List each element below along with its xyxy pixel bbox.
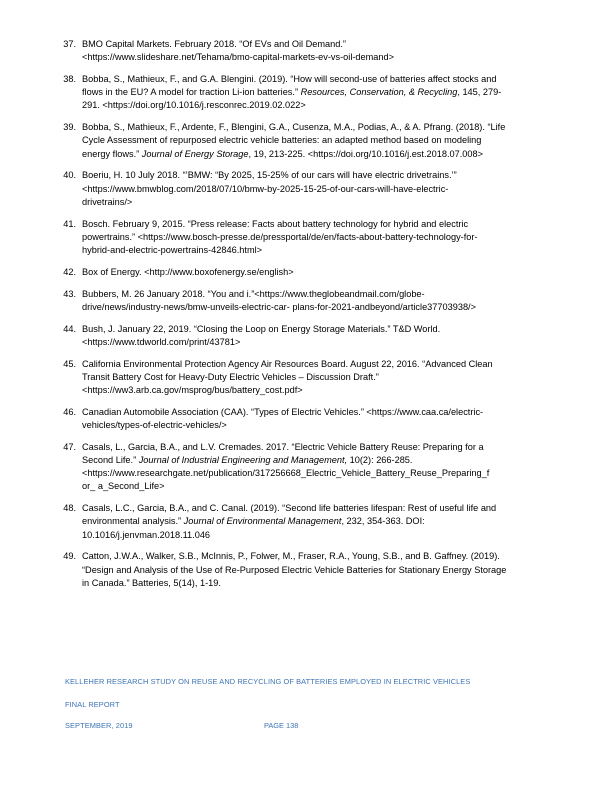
reference-source-title: Journal of Environmental Management: [183, 516, 342, 527]
reference-item: [52, 288, 552, 314]
reference-number: 44.: [63, 323, 76, 334]
reference-number: 38.: [63, 74, 76, 84]
page-number: PAGE 138: [264, 721, 299, 730]
reference-item: [52, 121, 552, 161]
reference-text: [82, 358, 552, 398]
reference-number: 39.: [63, 122, 76, 133]
reference-text-segment: Box of Energy. <http://www.boxofenergy.se/english>: [82, 266, 294, 277]
reference-item: [52, 406, 552, 432]
reference-text-segment: Canadian Automobile Association (CAA). “Types of Electric Vehicles.” <https://www.caa.ca/electric- vehicles/types-of-electric-vehicles/>: [82, 406, 484, 431]
reference-text-segment: Casals, L.C., Garcia, B.A., and C. Canal. (2019). “Second life batteries lifespan: Rest of useful life and environmental analysis.”: [82, 503, 497, 527]
reference-source-title: Journal of Industrial Engineering and Management,: [138, 455, 348, 466]
reference-item: [52, 323, 552, 349]
reference-text-segment: Casals, L., Garcia, B.A., and L.V. Cremades. 2017. “Electric Vehicle Battery Reuse: Preparing for a Second Life.”: [82, 441, 484, 466]
reference-number: 37.: [63, 39, 76, 49]
reference-text: [82, 550, 552, 590]
reference-number: 47.: [63, 441, 76, 452]
reference-text-segment: , 232, 354-363. DOI: 10.1016/j.jenvman.2018.11.046: [82, 516, 425, 540]
reference-text-segment: , 145, 279- 291. <https://doi.org/10.1016/j.resconrec.2019.02.022>: [82, 87, 502, 111]
reference-text: [82, 121, 552, 161]
reference-item: [52, 550, 552, 590]
reference-list: [52, 38, 552, 599]
reference-text-segment: Bush, J. January 22, 2019. “Closing the Loop on Energy Storage Materials.” T&D World. <https://www.tdworld.com/print/43781>: [82, 323, 441, 347]
reference-text-segment: BMO Capital Markets. February 2018. “Of EVs and Oil Demand.” <https://www.slideshare.net/Tehama/bmo-capital-markets-ev-vs-oil-demand>: [82, 39, 394, 63]
footer-date: SEPTEMBER, 2019: [65, 721, 133, 730]
reference-text-segment: Bobba, S., Mathieux, F., Ardente, F., Blengini, G.A., Cusenza, M.A., Podias, A., & A. Pfrang. (2018). “Life Cycle Assessment of repurposed electric vehicle batteries: an adapted method based on modeling energy flows.”: [82, 122, 506, 159]
reference-text-segment: , 19, 213-225. <https://doi.org/10.1016/j.est.2018.07.008>: [248, 148, 483, 159]
reference-item: [52, 73, 552, 113]
reference-text-segment: Bosch. February 9, 2015. “Press release: Facts about battery technology for hybrid and electric powertrains.” <https://www.bosch-presse.de/pressportal/de/en/facts-about-battery-technology-for- hybrid-and-electric-powertrains-42846.html>: [82, 218, 478, 256]
reference-number: 40.: [63, 170, 76, 181]
reference-text-segment: Bobba, S., Mathieux, F., and G.A. Blengini. (2019). “How will second-use of batteries affect stocks and flows in the EU? A model for traction Li-ion batteries.”: [82, 74, 497, 98]
reference-text-segment: Boeriu, H. 10 July 2018. “’BMW: “By 2025, 15-25% of our cars will have electric drivetrains.’” <https://www.bmwblog.com/2018/07/10/bmw-by-2025-15-25-of-our-cars-will-have-electric- drivetrains/>: [82, 170, 457, 207]
reference-number: 48.: [63, 503, 76, 514]
reference-item: [52, 38, 552, 64]
reference-number: 49.: [63, 551, 76, 562]
reference-text-segment: Catton, J.W.A., Walker, S.B., McInnis, P., Folwer, M., Fraser, R.A., Young, S.B., and B. Gaffney. (2019). “Design and Analysis of the Use of Re-Purposed Electric Vehicle Batteries for Stationary Energy Storage in Canada.” Batteries, 5(14), 1-19.: [82, 551, 507, 588]
reference-item: [52, 169, 552, 209]
reference-text: [82, 406, 552, 432]
reference-text: [82, 502, 552, 542]
reference-item: [52, 218, 552, 258]
reference-number: 45.: [63, 358, 76, 369]
reference-text: [82, 38, 552, 64]
reference-number: 42.: [63, 266, 76, 277]
reference-source-title: Journal of Energy Storage: [141, 148, 249, 159]
reference-text: [82, 441, 552, 494]
reference-text-segment: California Environmental Protection Agency Air Resources Board. August 22, 2016. “Advanced Clean Transit Battery Cost for Heavy-Duty Electric Vehicles – Discussion Draft.” <https://ww3.arb.ca.gov/msprog/bus/battery_cost.pdf>: [82, 358, 493, 396]
footer-report-type: FINAL REPORT: [65, 700, 120, 709]
reference-number: 41.: [63, 218, 76, 229]
reference-text: [82, 266, 552, 279]
footer-study-title: KELLEHER RESEARCH STUDY ON REUSE AND RECYCLING OF BATTERIES EMPLOYED IN ELECTRIC VEHICLES: [65, 677, 471, 686]
reference-text: [82, 73, 552, 113]
reference-item: [52, 358, 552, 398]
reference-number: 43.: [63, 288, 76, 299]
reference-text: [82, 288, 552, 314]
reference-text: [82, 169, 552, 209]
reference-text: [82, 323, 552, 349]
reference-item: [52, 441, 552, 494]
reference-text-segment: Bubbers, M. 26 January 2018. “You and i.”<https://www.theglobeandmail.com/globe- drive/news/industry-news/bmw-unveils-electric-car- plans-for-2021-andbeyond/article37703938/>: [82, 288, 476, 312]
reference-text-segment: 10(2): 266-285. <https://www.researchgate.net/publication/317256668_Electric_Vehicle_Battery_Reuse_Preparing_f or_ a_Second_Life>: [82, 455, 490, 492]
reference-item: [52, 266, 552, 279]
reference-item: [52, 502, 552, 542]
reference-number: 46.: [63, 406, 76, 417]
reference-text: [82, 218, 552, 258]
reference-source-title: Resources, Conservation, & Recycling: [300, 87, 458, 98]
